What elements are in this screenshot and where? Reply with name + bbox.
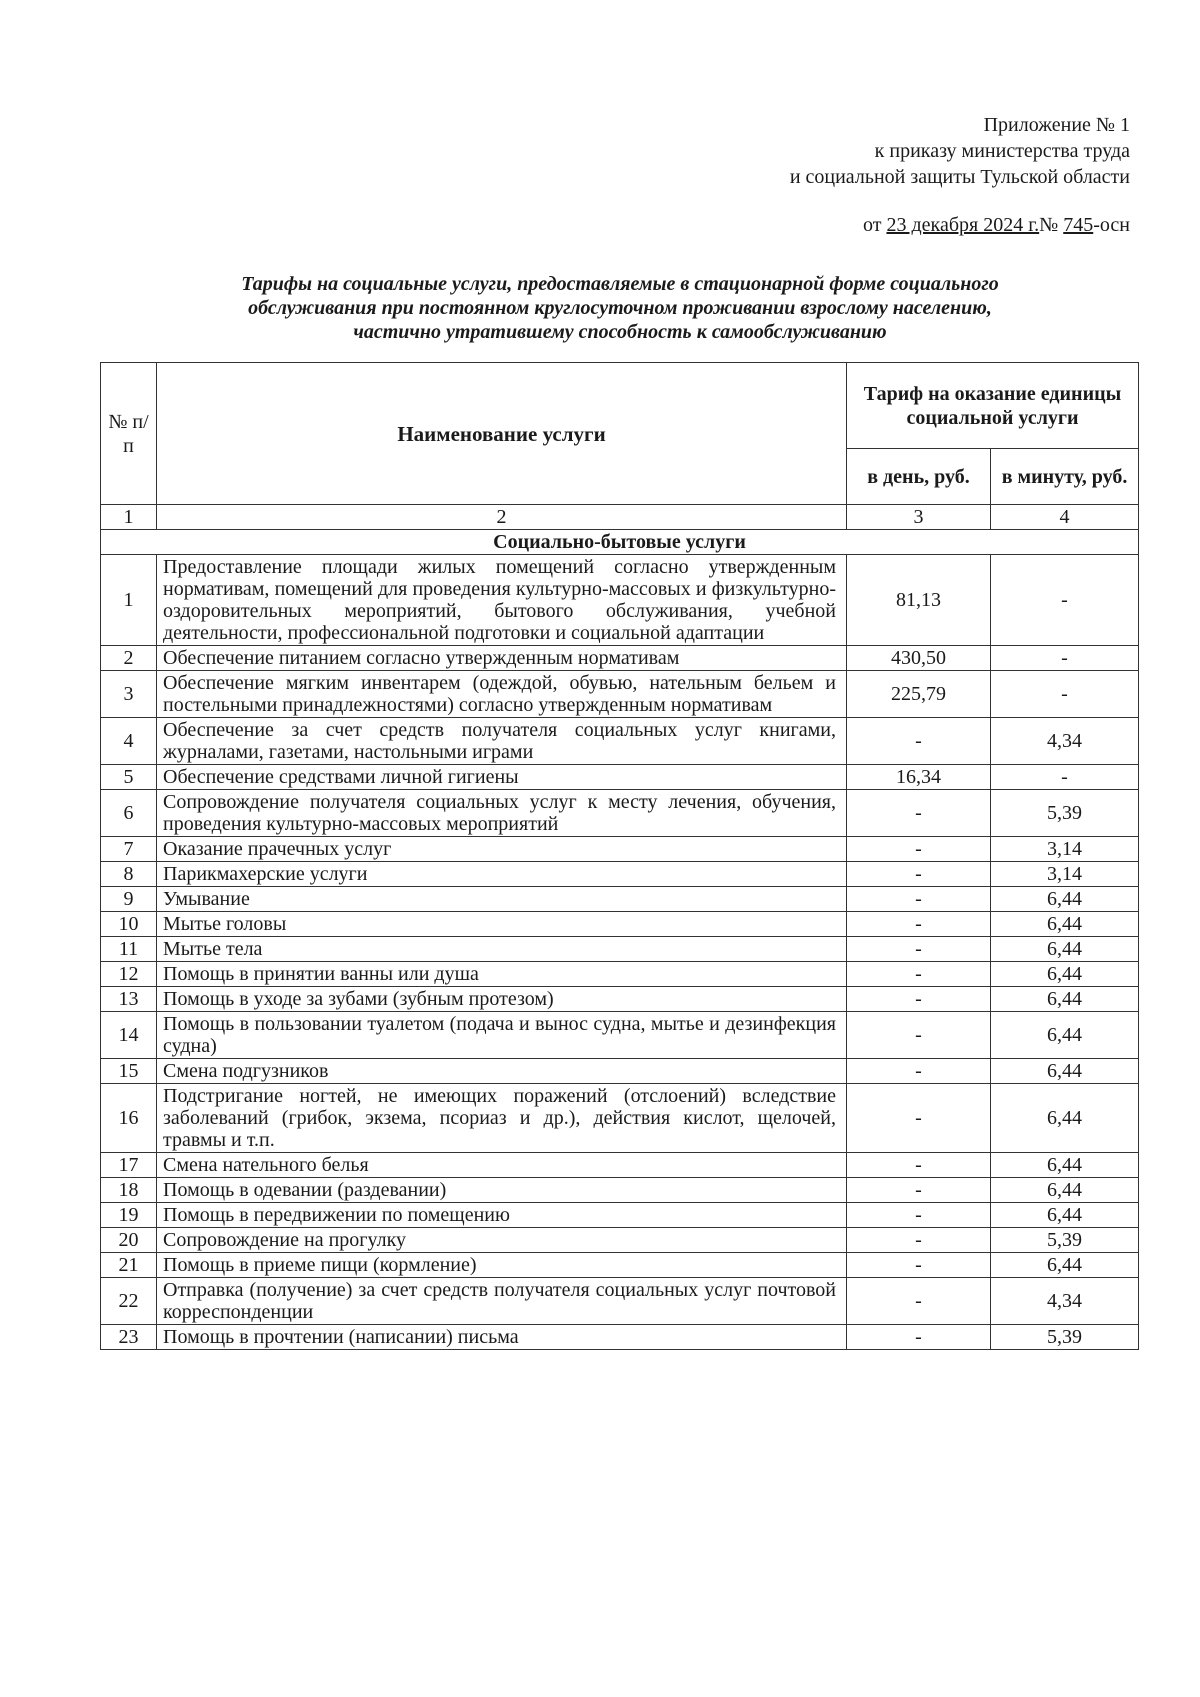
order-date: 23 декабря 2024 г. — [886, 214, 1040, 236]
table-row — [101, 862, 1139, 887]
row-number: 21 — [101, 1253, 157, 1278]
header-per-day: в день, руб. — [847, 449, 991, 505]
service-name: Мытье тела — [157, 937, 847, 962]
header-tariff: Тариф на оказание единицы социальной услуги — [847, 363, 1139, 449]
row-number: 12 — [101, 962, 157, 987]
tariff-per-minute: 3,14 — [991, 837, 1139, 862]
tariff-per-minute: - — [991, 555, 1139, 646]
row-number: 17 — [101, 1153, 157, 1178]
row-number: 23 — [101, 1325, 157, 1350]
tariff-per-minute: 6,44 — [991, 1203, 1139, 1228]
row-number: 9 — [101, 887, 157, 912]
table-row — [101, 1153, 1139, 1178]
service-name: Обеспечение за счет средств получателя социальных услуг книгами, журналами, газетами, настольными играми — [157, 718, 847, 765]
service-name: Помощь в принятии ванны или душа — [157, 962, 847, 987]
service-name: Сопровождение получателя социальных услуг к месту лечения, обучения, проведения культурно-массовых мероприятий — [157, 790, 847, 837]
tariff-per-day: - — [847, 1203, 991, 1228]
tariff-per-day: - — [847, 987, 991, 1012]
tariffs-table — [100, 362, 1139, 1350]
tariff-per-minute: 6,44 — [991, 912, 1139, 937]
appendix-ministry-line: и социальной защиты Тульской области — [789, 166, 1130, 188]
section-row — [101, 530, 1139, 555]
appendix-order-line: к приказу министерства труда — [874, 140, 1130, 162]
row-number: 11 — [101, 937, 157, 962]
service-name: Сопровождение на прогулку — [157, 1228, 847, 1253]
tariff-per-day: - — [847, 912, 991, 937]
service-name: Парикмахерские услуги — [157, 862, 847, 887]
tariff-per-day: - — [847, 718, 991, 765]
tariff-per-minute: 6,44 — [991, 1084, 1139, 1153]
order-number: 745 — [1063, 214, 1094, 236]
table-row — [101, 1012, 1139, 1059]
row-number: 14 — [101, 1012, 157, 1059]
tariff-per-day: - — [847, 1253, 991, 1278]
row-number: 5 — [101, 765, 157, 790]
tariff-per-day: - — [847, 962, 991, 987]
table-header — [101, 363, 1139, 555]
number-sign: № — [1039, 214, 1064, 236]
row-number: 7 — [101, 837, 157, 862]
tariff-per-day: - — [847, 1325, 991, 1350]
service-name: Помощь в передвижении по помещению — [157, 1203, 847, 1228]
table-row — [101, 937, 1139, 962]
tariff-per-day: 81,13 — [847, 555, 991, 646]
table-row — [101, 718, 1139, 765]
row-number: 22 — [101, 1278, 157, 1325]
table-row — [101, 671, 1139, 718]
column-index: 3 — [847, 505, 991, 530]
tariff-per-minute: 6,44 — [991, 1153, 1139, 1178]
table-row — [101, 962, 1139, 987]
row-number: 20 — [101, 1228, 157, 1253]
tariff-per-day: - — [847, 1012, 991, 1059]
tariff-per-minute: 5,39 — [991, 1325, 1139, 1350]
tariff-per-minute: - — [991, 646, 1139, 671]
tariff-per-minute: 5,39 — [991, 790, 1139, 837]
table-row — [101, 1084, 1139, 1153]
table-row — [101, 790, 1139, 837]
row-number: 18 — [101, 1178, 157, 1203]
tariff-per-minute: 5,39 — [991, 1228, 1139, 1253]
tariff-per-day: - — [847, 1059, 991, 1084]
row-number: 19 — [101, 1203, 157, 1228]
row-number: 4 — [101, 718, 157, 765]
table-body — [101, 555, 1139, 1350]
column-index: 4 — [991, 505, 1139, 530]
service-name: Помощь в одевании (раздевании) — [157, 1178, 847, 1203]
tariff-per-day: 16,34 — [847, 765, 991, 790]
table-row — [101, 1253, 1139, 1278]
service-name: Оказание прачечных услуг — [157, 837, 847, 862]
tariff-per-day: - — [847, 1084, 991, 1153]
table-row — [101, 837, 1139, 862]
table-row — [101, 1059, 1139, 1084]
tariff-per-day: - — [847, 1153, 991, 1178]
service-name: Помощь в уходе за зубами (зубным протезом) — [157, 987, 847, 1012]
tariff-per-day: - — [847, 790, 991, 837]
service-name: Смена подгузников — [157, 1059, 847, 1084]
tariff-per-minute: 6,44 — [991, 1178, 1139, 1203]
title-line-1: Тарифы на социальные услуги, предоставляемые в стационарной форме социального — [241, 273, 999, 295]
service-name: Отправка (получение) за счет средств получателя социальных услуг почтовой корреспонденции — [157, 1278, 847, 1325]
service-name: Помощь в пользовании туалетом (подача и вынос судна, мытье и дезинфекция судна) — [157, 1012, 847, 1059]
row-number: 13 — [101, 987, 157, 1012]
tariff-per-day: - — [847, 837, 991, 862]
service-name: Смена нательного белья — [157, 1153, 847, 1178]
table-row — [101, 646, 1139, 671]
table-row — [101, 555, 1139, 646]
header-num: № п/п — [101, 363, 157, 505]
tariff-per-minute: 6,44 — [991, 1012, 1139, 1059]
row-number: 6 — [101, 790, 157, 837]
header-per-minute: в минуту, руб. — [991, 449, 1139, 505]
service-name: Предоставление площади жилых помещений согласно утвержденным нормативам, помещений для проведения культурно-массовых и физкультурно-оздоровительных мероприятий, бытового обслуживания, учебной деятельности, профессиональной подготовки и социальной адаптации — [157, 555, 847, 646]
table-row — [101, 1278, 1139, 1325]
title-line-3: частично утратившему способность к самообслуживанию — [353, 321, 887, 343]
row-number: 1 — [101, 555, 157, 646]
number-suffix: -осн — [1093, 214, 1130, 236]
tariff-per-day: 430,50 — [847, 646, 991, 671]
tariff-per-day: - — [847, 937, 991, 962]
row-number: 3 — [101, 671, 157, 718]
table-row — [101, 887, 1139, 912]
row-number: 8 — [101, 862, 157, 887]
tariff-per-minute: 6,44 — [991, 962, 1139, 987]
service-name: Обеспечение средствами личной гигиены — [157, 765, 847, 790]
header-name: Наименование услуги — [157, 363, 847, 505]
column-index: 2 — [157, 505, 847, 530]
row-number: 2 — [101, 646, 157, 671]
tariff-per-minute: 4,34 — [991, 1278, 1139, 1325]
table-row — [101, 987, 1139, 1012]
service-name: Обеспечение питанием согласно утвержденным нормативам — [157, 646, 847, 671]
service-name: Помощь в прочтении (написании) письма — [157, 1325, 847, 1350]
row-number: 15 — [101, 1059, 157, 1084]
tariff-per-minute: - — [991, 671, 1139, 718]
tariff-per-minute: 6,44 — [991, 987, 1139, 1012]
row-number: 16 — [101, 1084, 157, 1153]
table-row — [101, 1178, 1139, 1203]
tariff-per-minute: - — [991, 765, 1139, 790]
column-index: 1 — [101, 505, 157, 530]
section-title: Социально-бытовые услуги — [101, 530, 1139, 555]
tariff-per-minute: 3,14 — [991, 862, 1139, 887]
table-row — [101, 765, 1139, 790]
document-title — [120, 272, 1120, 344]
tariff-per-day: - — [847, 887, 991, 912]
service-name: Мытье головы — [157, 912, 847, 937]
tariff-per-day: 225,79 — [847, 671, 991, 718]
tariff-per-day: - — [847, 1228, 991, 1253]
appendix-title: Приложение № 1 — [983, 114, 1130, 136]
tariff-per-minute: 6,44 — [991, 1253, 1139, 1278]
tariff-per-day: - — [847, 862, 991, 887]
service-name: Умывание — [157, 887, 847, 912]
service-name: Подстригание ногтей, не имеющих поражений (отслоений) вследствие заболеваний (грибок, экзема, псориаз и др.), действия кислот, щелочей, травмы и т.п. — [157, 1084, 847, 1153]
tariff-per-day: - — [847, 1278, 991, 1325]
table-row — [101, 1203, 1139, 1228]
column-index-row — [101, 505, 1139, 530]
appendix-date-line — [790, 212, 1130, 238]
service-name: Обеспечение мягким инвентарем (одеждой, обувью, нательным бельем и постельными принадлежностями) согласно утвержденным нормативам — [157, 671, 847, 718]
date-prefix: от — [863, 214, 887, 236]
tariff-per-minute: 6,44 — [991, 1059, 1139, 1084]
tariff-per-day: - — [847, 1178, 991, 1203]
title-line-2: обслуживания при постоянном круглосуточном проживании взрослому населению, — [248, 297, 992, 319]
table-row — [101, 912, 1139, 937]
tariff-per-minute: 6,44 — [991, 937, 1139, 962]
table-row — [101, 1228, 1139, 1253]
table-row — [101, 1325, 1139, 1350]
appendix-header — [790, 112, 1130, 238]
row-number: 10 — [101, 912, 157, 937]
service-name: Помощь в приеме пищи (кормление) — [157, 1253, 847, 1278]
tariff-per-minute: 6,44 — [991, 887, 1139, 912]
tariff-per-minute: 4,34 — [991, 718, 1139, 765]
